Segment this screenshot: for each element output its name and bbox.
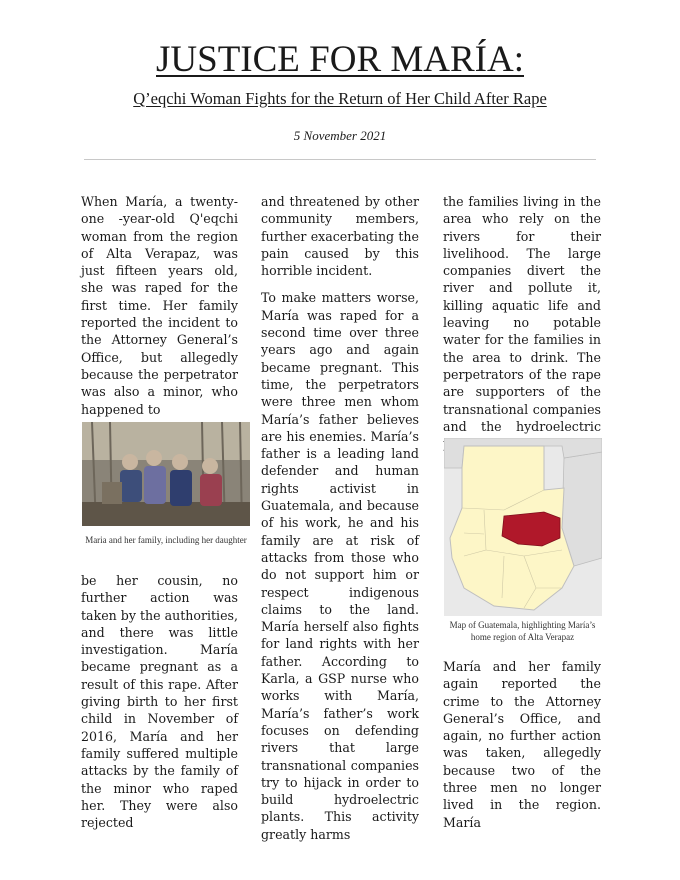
col1-paragraph-1: When María, a twenty-one -year-old Q'eqchi woman from the region of Alta Verapaz, was just fifteen years old, she was raped for the first time. Her family reported the incident to the Attorney General’s Office, but allegedly because the perpetrator was also a minor, who happened to: [81, 194, 238, 417]
column-3-bottom: [443, 658, 601, 831]
map-caption: Map of Guatemala, highlighting María’s home region of Alta Verapaz: [449, 620, 596, 642]
header-divider: [84, 159, 596, 160]
col3-paragraph-1: the families living in the area who rely on the rivers for their livelihood. The large companies divert the river and pollute it, killing aquatic life and leaving no potable water for the families in the area to drink. The perpetrators of the rape are supporters of the transnational companies and the hydroelectric: [443, 194, 601, 434]
guatemala-map: [444, 438, 602, 616]
col2-paragraph-1: and threatened by other community members, further exacerbating the pain caused by this horrible incident.: [261, 194, 419, 279]
column-2: [261, 193, 419, 843]
article-subtitle: Q’eqchi Woman Fights for the Return of Her Child After Rape: [133, 89, 547, 108]
family-photo: [82, 422, 250, 526]
col1-paragraph-2: be her cousin, no further action was taken by the authorities, and there was little investigation. María became pregnant as a result of this rape. After giving birth to her first child in November of 2016, María and her family suffered multiple attacks by the family of the minor who raped her. They were also rejected: [81, 573, 239, 831]
photo-caption: Maria and her family, including her daughter: [85, 535, 247, 545]
column-1-top: [81, 193, 238, 418]
col3-paragraph-2: María and her family again reported the crime to the Attorney General’s Office, and again, no further action was taken, allegedly because two of the three men no longer lived in the region. María: [443, 659, 601, 830]
article-date: 5 November 2021: [293, 128, 387, 143]
column-3-top: [443, 193, 601, 452]
article-title: JUSTICE FOR MARÍA:: [156, 39, 524, 80]
col2-paragraph-2: To make matters worse, María was raped for a second time over three years ago and again became pregnant. This time, the perpetrators were three men whom María’s father believes are his enemies. María’s father is a leading land defender and human rights activist in Guatemala, and because of his work, he and his family are at risk of attacks from those who do not support him or respect indigenous claims to the land. María herself also fights for land rights with her father. According to Karla, a GSP nurse who works with María, María’s father’s work focuses on defending rivers that large transnational companies try to hijack in order to build hydroelectric plants. This activity greatly harms: [261, 290, 419, 842]
column-1-bottom: [81, 572, 238, 831]
